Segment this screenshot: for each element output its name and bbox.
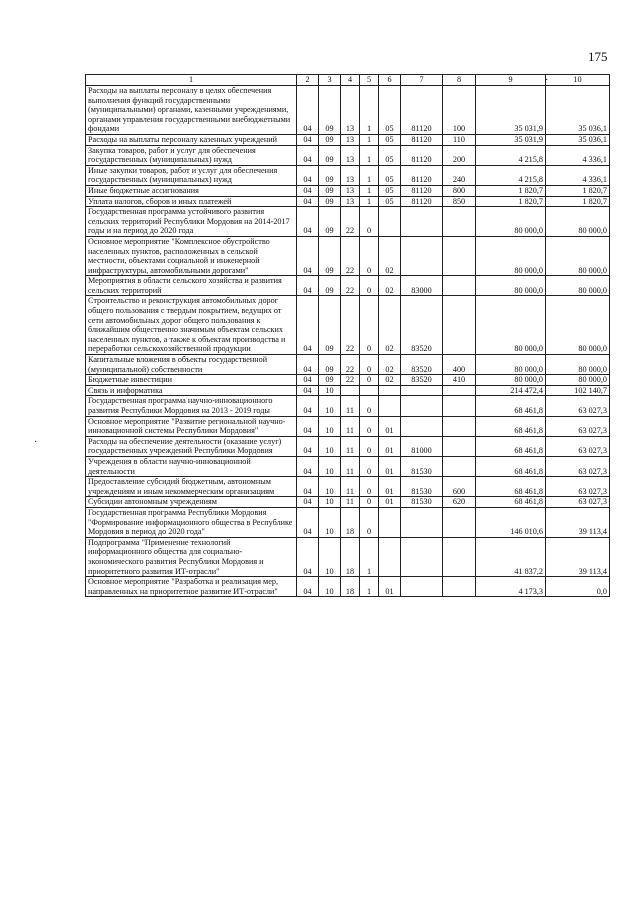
event-code: 05: [379, 86, 401, 135]
amount-year-2: 63 027,3: [546, 396, 610, 416]
podrazdel-code: 10: [319, 456, 341, 476]
amount-year-1: 68 461,8: [476, 497, 546, 508]
amount-year-1: 1 820,7: [476, 196, 546, 207]
program-code: 18: [341, 577, 360, 597]
subprogram-code: 0: [360, 436, 379, 456]
subprogram-code: 1: [360, 185, 379, 196]
podrazdel-code: 09: [319, 145, 341, 165]
expense-type-code: 850: [443, 196, 476, 207]
expense-type-code: [443, 416, 476, 436]
direction-code: 83000: [401, 276, 443, 296]
subprogram-code: 1: [360, 537, 379, 576]
event-code: 02: [379, 375, 401, 386]
program-code: 11: [341, 436, 360, 456]
amount-year-1: 4 215,8: [476, 145, 546, 165]
event-code: 02: [379, 276, 401, 296]
amount-year-1: 214 472,4: [476, 385, 546, 396]
event-code: 01: [379, 456, 401, 476]
amount-year-1: 1 820,7: [476, 185, 546, 196]
expense-type-code: 410: [443, 375, 476, 386]
event-code: 05: [379, 196, 401, 207]
row-name: Основное мероприятие "Разработка и реализация мер, направленных на приоритетное развитие ИТ-отрасли": [86, 577, 297, 597]
table-row: [86, 416, 610, 436]
row-name: Строительство и реконструкция автомобильных дорог общего пользования с твердым покрытием, ведущих от сети автомобильных дорог общего пользования к ближайшим общественно значимым объектам сельских населенных пунктов, а также к объектам производства и переработки сельскохозяйственной продукции: [86, 296, 297, 355]
podrazdel-code: 09: [319, 296, 341, 355]
podrazdel-code: 09: [319, 196, 341, 207]
podrazdel-code: 10: [319, 477, 341, 497]
program-code: 22: [341, 276, 360, 296]
row-name: Государственная программа устойчивого развития сельских территорий Республики Мордовия на 2014-2017 годы и на период до 2020 года: [86, 207, 297, 237]
direction-code: 83520: [401, 375, 443, 386]
subprogram-code: 1: [360, 165, 379, 185]
subprogram-code: 0: [360, 375, 379, 386]
amount-year-1: 80 000,0: [476, 236, 546, 275]
row-name: Расходы на выплаты персоналу казенных учреждений: [86, 134, 297, 145]
podrazdel-code: 10: [319, 497, 341, 508]
razdel-code: 04: [297, 196, 319, 207]
program-code: 13: [341, 134, 360, 145]
subprogram-code: 0: [360, 497, 379, 508]
razdel-code: 04: [297, 134, 319, 145]
table-row: [86, 207, 610, 237]
event-code: 05: [379, 134, 401, 145]
razdel-code: 04: [297, 537, 319, 576]
expense-type-code: [443, 236, 476, 275]
amount-year-2: 39 113,4: [546, 537, 610, 576]
expense-type-code: 200: [443, 145, 476, 165]
direction-code: 81530: [401, 456, 443, 476]
razdel-code: 04: [297, 577, 319, 597]
subprogram-code: 0: [360, 236, 379, 275]
program-code: 13: [341, 145, 360, 165]
podrazdel-code: 09: [319, 276, 341, 296]
razdel-code: 04: [297, 355, 319, 375]
table-row: [86, 375, 610, 386]
program-code: [341, 385, 360, 396]
podrazdel-code: 09: [319, 236, 341, 275]
direction-code: [401, 577, 443, 597]
amount-year-2: 1 820,7: [546, 196, 610, 207]
event-code: 05: [379, 145, 401, 165]
direction-code: [401, 537, 443, 576]
razdel-code: 04: [297, 507, 319, 537]
scan-mark: ·: [34, 437, 38, 448]
row-name: Мероприятия в области сельского хозяйства и развития сельских территорий: [86, 276, 297, 296]
amount-year-2: 35 036,1: [546, 134, 610, 145]
row-name: Закупка товаров, работ и услуг для обеспечения государственных (муниципальных) нужд: [86, 145, 297, 165]
table-row: [86, 145, 610, 165]
table-row: [86, 296, 610, 355]
expense-type-code: 800: [443, 185, 476, 196]
program-code: 22: [341, 236, 360, 275]
table-row: [86, 134, 610, 145]
program-code: 22: [341, 375, 360, 386]
podrazdel-code: 10: [319, 436, 341, 456]
event-code: 01: [379, 416, 401, 436]
razdel-code: 04: [297, 385, 319, 396]
subprogram-code: 0: [360, 207, 379, 237]
amount-year-1: 4 173,3: [476, 577, 546, 597]
event-code: 05: [379, 185, 401, 196]
row-name: Предоставление субсидий бюджетным, автономным учреждениям и иным некоммерческим организациям: [86, 477, 297, 497]
direction-code: [401, 396, 443, 416]
table-row: [86, 436, 610, 456]
direction-code: 83520: [401, 355, 443, 375]
amount-year-1: 80 000,0: [476, 276, 546, 296]
program-code: 13: [341, 196, 360, 207]
table-row: [86, 385, 610, 396]
expense-type-code: 600: [443, 477, 476, 497]
direction-code: [401, 236, 443, 275]
amount-year-1: 68 461,8: [476, 477, 546, 497]
table-row: [86, 276, 610, 296]
event-code: 01: [379, 497, 401, 508]
subprogram-code: 1: [360, 577, 379, 597]
amount-year-1: 68 461,8: [476, 396, 546, 416]
amount-year-2: 80 000,0: [546, 355, 610, 375]
table-row: [86, 577, 610, 597]
subprogram-code: 0: [360, 477, 379, 497]
razdel-code: 04: [297, 236, 319, 275]
amount-year-1: 35 031,9: [476, 134, 546, 145]
podrazdel-code: 09: [319, 165, 341, 185]
podrazdel-code: 10: [319, 537, 341, 576]
amount-year-1: 80 000,0: [476, 207, 546, 237]
program-code: 22: [341, 296, 360, 355]
amount-year-1: 41 837,2: [476, 537, 546, 576]
razdel-code: 04: [297, 207, 319, 237]
podrazdel-code: 09: [319, 355, 341, 375]
direction-code: 81530: [401, 497, 443, 508]
expense-type-code: 400: [443, 355, 476, 375]
amount-year-2: 80 000,0: [546, 296, 610, 355]
row-name: Учреждения в области научно-инновационной деятельности: [86, 456, 297, 476]
amount-year-2: 35 036,1: [546, 86, 610, 135]
amount-year-2: 80 000,0: [546, 236, 610, 275]
podrazdel-code: 09: [319, 86, 341, 135]
expense-type-code: [443, 577, 476, 597]
razdel-code: 04: [297, 497, 319, 508]
razdel-code: 04: [297, 477, 319, 497]
program-code: 13: [341, 86, 360, 135]
event-code: 05: [379, 165, 401, 185]
table-row: [86, 236, 610, 275]
row-name: Капитальные вложения в объекты государственной (муниципальной) собственности: [86, 355, 297, 375]
expense-type-code: 620: [443, 497, 476, 508]
budget-table: [85, 74, 610, 597]
direction-code: 81120: [401, 165, 443, 185]
expense-type-code: [443, 436, 476, 456]
podrazdel-code: 09: [319, 207, 341, 237]
amount-year-2: 63 027,3: [546, 497, 610, 508]
row-name: Основное мероприятие "Комплексное обустройство населенных пунктов, расположенных в сельской местности, объектами социальной и инженерной инфраструктуры, автомобильными дорогами": [86, 236, 297, 275]
column-header-1: 1: [86, 75, 297, 86]
row-name: Государственная программа Республики Мордовия "Формирование информационного общества в Республике Мордовия в период до 2020 года": [86, 507, 297, 537]
column-header-8: 8: [443, 75, 476, 86]
table-row: [86, 507, 610, 537]
program-code: 22: [341, 355, 360, 375]
table-row: [86, 355, 610, 375]
razdel-code: 04: [297, 185, 319, 196]
row-name: Расходы на выплаты персоналу в целях обеспечения выполнения функций государственными (муниципальными) органами, казенными учреждениями, органами управления государственными внебюджетными фондами: [86, 86, 297, 135]
amount-year-2: 102 140,7: [546, 385, 610, 396]
program-code: 22: [341, 207, 360, 237]
direction-code: 81120: [401, 196, 443, 207]
table-row: [86, 497, 610, 508]
expense-type-code: 110: [443, 134, 476, 145]
direction-code: [401, 507, 443, 537]
column-header-3: 3: [319, 75, 341, 86]
event-code: 01: [379, 436, 401, 456]
podrazdel-code: 09: [319, 134, 341, 145]
event-code: [379, 396, 401, 416]
direction-code: 81120: [401, 185, 443, 196]
row-name: Государственная программа научно-инновационного развития Республики Мордовия на 2013 - 2019 годы: [86, 396, 297, 416]
subprogram-code: [360, 385, 379, 396]
event-code: 01: [379, 577, 401, 597]
table-row: [86, 477, 610, 497]
column-header-5: 5: [360, 75, 379, 86]
amount-year-2: 63 027,3: [546, 416, 610, 436]
event-code: 02: [379, 296, 401, 355]
amount-year-1: 80 000,0: [476, 355, 546, 375]
subprogram-code: 1: [360, 196, 379, 207]
subprogram-code: 0: [360, 296, 379, 355]
table-row: [86, 165, 610, 185]
razdel-code: 04: [297, 86, 319, 135]
table-row: [86, 185, 610, 196]
direction-code: [401, 207, 443, 237]
row-name: Субсидии автономным учреждениям: [86, 497, 297, 508]
direction-code: 81530: [401, 477, 443, 497]
razdel-code: 04: [297, 456, 319, 476]
column-header-9: 9: [476, 75, 546, 86]
expense-type-code: [443, 276, 476, 296]
amount-year-2: 0,0: [546, 577, 610, 597]
program-code: 13: [341, 185, 360, 196]
event-code: [379, 507, 401, 537]
direction-code: 83520: [401, 296, 443, 355]
program-code: 11: [341, 396, 360, 416]
direction-code: 81120: [401, 145, 443, 165]
expense-type-code: 100: [443, 86, 476, 135]
row-name: Основное мероприятие "Развитие региональной научно-инновационной системы Республики Мордовия": [86, 416, 297, 436]
razdel-code: 04: [297, 436, 319, 456]
amount-year-2: 63 027,3: [546, 456, 610, 476]
subprogram-code: 0: [360, 456, 379, 476]
program-code: 18: [341, 537, 360, 576]
direction-code: 81120: [401, 86, 443, 135]
table-row: [86, 396, 610, 416]
row-name: Бюджетные инвестиции: [86, 375, 297, 386]
event-code: 02: [379, 236, 401, 275]
row-name: Уплата налогов, сборов и иных платежей: [86, 196, 297, 207]
direction-code: 81000: [401, 436, 443, 456]
amount-year-1: 80 000,0: [476, 375, 546, 386]
razdel-code: 04: [297, 416, 319, 436]
expense-type-code: [443, 507, 476, 537]
event-code: [379, 207, 401, 237]
row-name: Расходы на обеспечение деятельности (оказание услуг) государственных учреждений Республики Мордовия: [86, 436, 297, 456]
program-code: 11: [341, 416, 360, 436]
amount-year-2: 80 000,0: [546, 375, 610, 386]
column-header-4: 4: [341, 75, 360, 86]
event-code: 01: [379, 477, 401, 497]
amount-year-2: 4 336,1: [546, 165, 610, 185]
razdel-code: 04: [297, 165, 319, 185]
row-name: Иные закупки товаров, работ и услуг для обеспечения государственных (муниципальных) нужд: [86, 165, 297, 185]
razdel-code: 04: [297, 276, 319, 296]
row-name: Подпрограмма "Применение технологий информационного общества для социально-экономического развития Республики Мордовия и приоритетного развития ИТ-отрасли": [86, 537, 297, 576]
program-code: 11: [341, 497, 360, 508]
table-header-row: [86, 75, 610, 86]
expense-type-code: [443, 207, 476, 237]
row-name: Иные бюджетные ассигнования: [86, 185, 297, 196]
subprogram-code: 1: [360, 134, 379, 145]
event-code: [379, 537, 401, 576]
amount-year-1: 35 031,9: [476, 86, 546, 135]
subprogram-code: 0: [360, 416, 379, 436]
scan-mark: ·: [545, 75, 549, 86]
amount-year-1: 80 000,0: [476, 296, 546, 355]
expense-type-code: 240: [443, 165, 476, 185]
amount-year-1: 146 010,6: [476, 507, 546, 537]
podrazdel-code: 09: [319, 375, 341, 386]
program-code: 11: [341, 477, 360, 497]
direction-code: [401, 385, 443, 396]
page-number: 175: [588, 49, 608, 64]
table-row: [86, 86, 610, 135]
podrazdel-code: 10: [319, 416, 341, 436]
subprogram-code: 0: [360, 396, 379, 416]
podrazdel-code: 10: [319, 507, 341, 537]
program-code: 11: [341, 456, 360, 476]
amount-year-2: 63 027,3: [546, 436, 610, 456]
razdel-code: 04: [297, 145, 319, 165]
row-name: Связь и информатика: [86, 385, 297, 396]
amount-year-2: 1 820,7: [546, 185, 610, 196]
razdel-code: 04: [297, 396, 319, 416]
amount-year-1: 68 461,8: [476, 436, 546, 456]
expense-type-code: [443, 296, 476, 355]
direction-code: [401, 416, 443, 436]
subprogram-code: 0: [360, 507, 379, 537]
expense-type-code: [443, 396, 476, 416]
amount-year-1: 68 461,8: [476, 456, 546, 476]
podrazdel-code: 10: [319, 385, 341, 396]
podrazdel-code: 10: [319, 396, 341, 416]
column-header-10: 10: [546, 75, 610, 86]
expense-type-code: [443, 385, 476, 396]
event-code: 02: [379, 355, 401, 375]
amount-year-1: 4 215,8: [476, 165, 546, 185]
table-row: [86, 456, 610, 476]
amount-year-2: 39 113,4: [546, 507, 610, 537]
podrazdel-code: 10: [319, 577, 341, 597]
column-header-6: 6: [379, 75, 401, 86]
program-code: 13: [341, 165, 360, 185]
program-code: 18: [341, 507, 360, 537]
column-header-7: 7: [401, 75, 443, 86]
table-row: [86, 537, 610, 576]
budget-table-container: [85, 74, 609, 597]
subprogram-code: 0: [360, 355, 379, 375]
event-code: [379, 385, 401, 396]
table-row: [86, 196, 610, 207]
subprogram-code: 1: [360, 86, 379, 135]
podrazdel-code: 09: [319, 185, 341, 196]
amount-year-2: 80 000,0: [546, 276, 610, 296]
table-body: [86, 86, 610, 597]
expense-type-code: [443, 537, 476, 576]
subprogram-code: 0: [360, 276, 379, 296]
amount-year-2: 63 027,3: [546, 477, 610, 497]
subprogram-code: 1: [360, 145, 379, 165]
amount-year-2: 80 000,0: [546, 207, 610, 237]
amount-year-2: 4 336,1: [546, 145, 610, 165]
expense-type-code: [443, 456, 476, 476]
razdel-code: 04: [297, 296, 319, 355]
amount-year-1: 68 461,8: [476, 416, 546, 436]
column-header-2: 2: [297, 75, 319, 86]
razdel-code: 04: [297, 375, 319, 386]
direction-code: 81120: [401, 134, 443, 145]
